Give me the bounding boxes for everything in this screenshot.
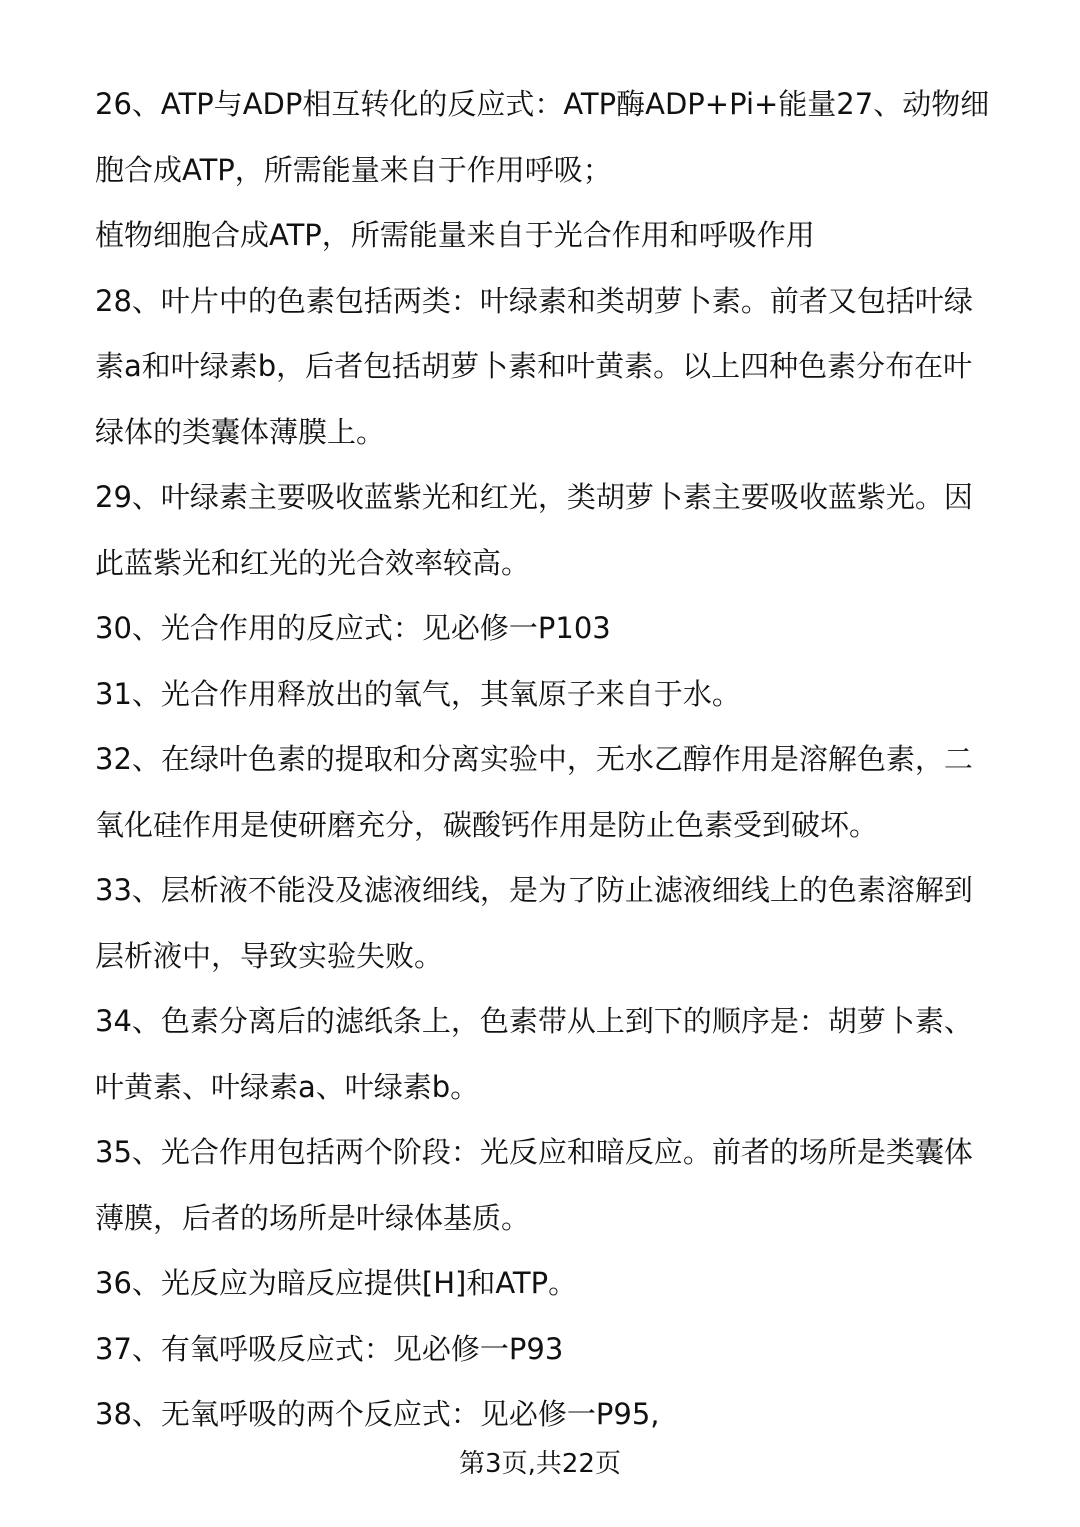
paragraph-26-27: 26、ATP与ADP相互转化的反应式：ATP酶ADP+Pi+能量27、动物细胞合成ATP，所需能量来自于作用呼吸； [95,87,990,187]
paragraph-27-plant: 植物细胞合成ATP，所需能量来自于光合作用和呼吸作用 [95,218,815,252]
paragraph-29: 29、叶绿素主要吸收蓝紫光和红光，类胡萝卜素主要吸收蓝紫光。因此蓝紫光和红光的光合效率较高。 [95,480,973,580]
paragraph-31: 31、光合作用释放出的氧气，其氧原子来自于水。 [95,676,741,711]
paragraph-32: 32、在绿叶色素的提取和分离实验中，无水乙醇作用是溶解色素，二氧化硅作用是使研磨充分，碳酸钙作用是防止色素受到破坏。 [95,742,973,842]
paragraph-36: 36、光反应为暗反应提供[H]和ATP。 [95,1266,578,1300]
paragraph-37: 37、有氧呼吸反应式：见必修一P93 [95,1331,564,1366]
paragraph-35: 35、光合作用包括两个阶段：光反应和暗反应。前者的场所是类囊体薄膜，后者的场所是叶绿体基质。 [95,1135,973,1235]
paragraph-30: 30、光合作用的反应式：见必修一P103 [95,611,611,645]
paragraph-33: 33、层析液不能没及滤液细线，是为了防止滤液细线上的色素溶解到层析液中，导致实验失败。 [95,873,973,973]
paragraph-28: 28、叶片中的色素包括两类：叶绿素和类胡萝卜素。前者又包括叶绿素a和叶绿素b，后者包括胡萝卜素和叶黄素。以上四种色素分布在叶绿体的类囊体薄膜上。 [95,283,973,449]
page-number-footer: 第3页,共22页 [459,1449,621,1479]
paragraph-34: 34、色素分离后的滤纸条上，色素带从上到下的顺序是：胡萝卜素、叶黄素、叶绿素a、叶绿素b。 [95,1004,973,1104]
document-body [95,72,1000,1448]
paragraph-38: 38、无氧呼吸的两个反应式：见必修一P95, [95,1397,660,1431]
